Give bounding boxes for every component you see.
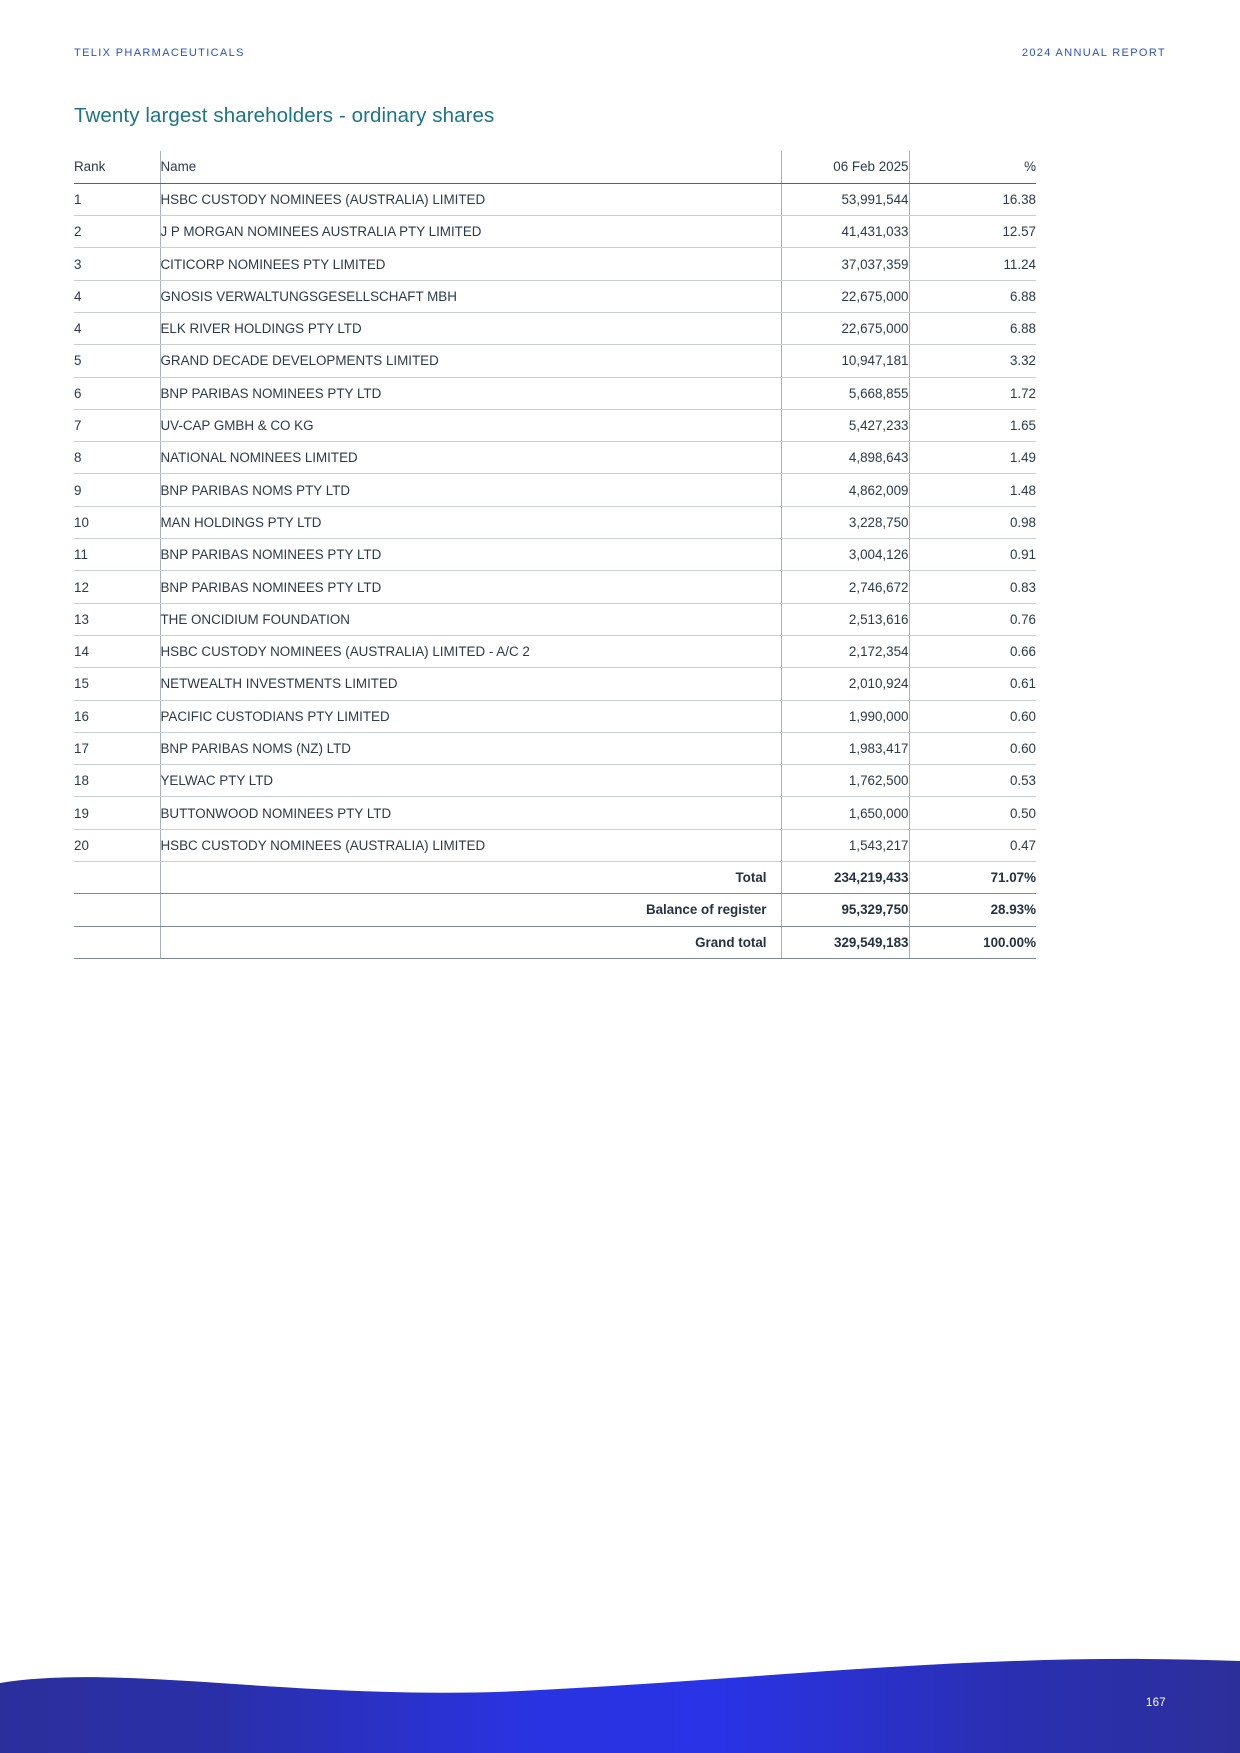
table-row bbox=[74, 377, 1036, 409]
cell-value: 10,947,181 bbox=[781, 345, 909, 377]
column-header-date: 06 Feb 2025 bbox=[781, 151, 909, 183]
table-total-row bbox=[74, 894, 1036, 926]
cell-value: 1,650,000 bbox=[781, 797, 909, 829]
total-cell-value: 234,219,433 bbox=[781, 862, 909, 894]
cell-rank: 17 bbox=[74, 732, 160, 764]
total-cell-label: Total bbox=[160, 862, 781, 894]
footer-wave-graphic bbox=[0, 1563, 1240, 1753]
table-row bbox=[74, 216, 1036, 248]
cell-rank: 13 bbox=[74, 603, 160, 635]
table-row bbox=[74, 474, 1036, 506]
cell-percent: 0.83 bbox=[909, 571, 1036, 603]
table-row bbox=[74, 700, 1036, 732]
table-row bbox=[74, 248, 1036, 280]
table-row bbox=[74, 442, 1036, 474]
cell-rank: 14 bbox=[74, 635, 160, 667]
table-row bbox=[74, 312, 1036, 344]
cell-name: YELWAC PTY LTD bbox=[160, 765, 781, 797]
cell-rank: 4 bbox=[74, 280, 160, 312]
cell-rank: 3 bbox=[74, 248, 160, 280]
wave-path bbox=[0, 1659, 1240, 1753]
cell-rank: 19 bbox=[74, 797, 160, 829]
table-row bbox=[74, 603, 1036, 635]
cell-name: BNP PARIBAS NOMS PTY LTD bbox=[160, 474, 781, 506]
cell-percent: 0.60 bbox=[909, 700, 1036, 732]
cell-value: 41,431,033 bbox=[781, 216, 909, 248]
cell-percent: 0.66 bbox=[909, 635, 1036, 667]
table-row bbox=[74, 345, 1036, 377]
table-row bbox=[74, 506, 1036, 538]
page-title: Twenty largest shareholders - ordinary shares bbox=[74, 104, 495, 127]
cell-name: CITICORP NOMINEES PTY LIMITED bbox=[160, 248, 781, 280]
cell-percent: 11.24 bbox=[909, 248, 1036, 280]
table-row bbox=[74, 765, 1036, 797]
cell-rank: 8 bbox=[74, 442, 160, 474]
table-row bbox=[74, 280, 1036, 312]
cell-percent: 1.65 bbox=[909, 409, 1036, 441]
cell-percent: 1.49 bbox=[909, 442, 1036, 474]
cell-value: 22,675,000 bbox=[781, 312, 909, 344]
cell-name: BNP PARIBAS NOMINEES PTY LTD bbox=[160, 571, 781, 603]
cell-rank: 1 bbox=[74, 183, 160, 215]
cell-rank: 10 bbox=[74, 506, 160, 538]
cell-name: ELK RIVER HOLDINGS PTY LTD bbox=[160, 312, 781, 344]
cell-rank: 11 bbox=[74, 539, 160, 571]
cell-value: 37,037,359 bbox=[781, 248, 909, 280]
cell-rank: 20 bbox=[74, 829, 160, 861]
table-row bbox=[74, 635, 1036, 667]
cell-name: UV-CAP GMBH & CO KG bbox=[160, 409, 781, 441]
table-header-row bbox=[74, 151, 1036, 183]
cell-rank: 4 bbox=[74, 312, 160, 344]
cell-rank: 2 bbox=[74, 216, 160, 248]
cell-percent: 6.88 bbox=[909, 312, 1036, 344]
cell-name: MAN HOLDINGS PTY LTD bbox=[160, 506, 781, 538]
total-cell-rank bbox=[74, 894, 160, 926]
table-row bbox=[74, 732, 1036, 764]
header-company-name: TELIX PHARMACEUTICALS bbox=[74, 47, 245, 59]
cell-rank: 18 bbox=[74, 765, 160, 797]
cell-percent: 0.98 bbox=[909, 506, 1036, 538]
cell-percent: 1.48 bbox=[909, 474, 1036, 506]
column-header-rank: Rank bbox=[74, 151, 160, 183]
table-row bbox=[74, 797, 1036, 829]
cell-percent: 0.91 bbox=[909, 539, 1036, 571]
table-total-row bbox=[74, 926, 1036, 958]
cell-percent: 0.47 bbox=[909, 829, 1036, 861]
header-report-name: 2024 ANNUAL REPORT bbox=[1021, 47, 1166, 59]
table-row bbox=[74, 668, 1036, 700]
cell-name: NETWEALTH INVESTMENTS LIMITED bbox=[160, 668, 781, 700]
running-header bbox=[74, 47, 1166, 59]
cell-name: BNP PARIBAS NOMS (NZ) LTD bbox=[160, 732, 781, 764]
cell-value: 1,762,500 bbox=[781, 765, 909, 797]
cell-percent: 0.53 bbox=[909, 765, 1036, 797]
cell-value: 3,228,750 bbox=[781, 506, 909, 538]
cell-name: THE ONCIDIUM FOUNDATION bbox=[160, 603, 781, 635]
cell-value: 4,898,643 bbox=[781, 442, 909, 474]
cell-value: 3,004,126 bbox=[781, 539, 909, 571]
cell-name: BNP PARIBAS NOMINEES PTY LTD bbox=[160, 539, 781, 571]
cell-value: 1,990,000 bbox=[781, 700, 909, 732]
cell-percent: 0.50 bbox=[909, 797, 1036, 829]
table-body bbox=[74, 183, 1036, 958]
cell-value: 2,746,672 bbox=[781, 571, 909, 603]
table-row bbox=[74, 409, 1036, 441]
cell-value: 2,513,616 bbox=[781, 603, 909, 635]
total-cell-value: 95,329,750 bbox=[781, 894, 909, 926]
cell-value: 53,991,544 bbox=[781, 183, 909, 215]
cell-name: HSBC CUSTODY NOMINEES (AUSTRALIA) LIMITED - A/C 2 bbox=[160, 635, 781, 667]
cell-name: BUTTONWOOD NOMINEES PTY LTD bbox=[160, 797, 781, 829]
page-number: 167 bbox=[1145, 1697, 1166, 1709]
shareholders-table-container bbox=[74, 151, 1036, 959]
cell-rank: 7 bbox=[74, 409, 160, 441]
cell-rank: 16 bbox=[74, 700, 160, 732]
column-header-name: Name bbox=[160, 151, 781, 183]
cell-percent: 16.38 bbox=[909, 183, 1036, 215]
cell-percent: 3.32 bbox=[909, 345, 1036, 377]
cell-percent: 0.61 bbox=[909, 668, 1036, 700]
table-row bbox=[74, 183, 1036, 215]
cell-rank: 15 bbox=[74, 668, 160, 700]
table-row bbox=[74, 571, 1036, 603]
cell-percent: 1.72 bbox=[909, 377, 1036, 409]
cell-name: GRAND DECADE DEVELOPMENTS LIMITED bbox=[160, 345, 781, 377]
cell-name: HSBC CUSTODY NOMINEES (AUSTRALIA) LIMITED bbox=[160, 183, 781, 215]
total-cell-percent: 28.93% bbox=[909, 894, 1036, 926]
cell-name: GNOSIS VERWALTUNGSGESELLSCHAFT MBH bbox=[160, 280, 781, 312]
table-header bbox=[74, 151, 1036, 183]
cell-value: 22,675,000 bbox=[781, 280, 909, 312]
table-row bbox=[74, 539, 1036, 571]
cell-name: HSBC CUSTODY NOMINEES (AUSTRALIA) LIMITED bbox=[160, 829, 781, 861]
shareholders-table bbox=[74, 151, 1036, 959]
cell-rank: 6 bbox=[74, 377, 160, 409]
total-cell-rank bbox=[74, 926, 160, 958]
column-header-percent: % bbox=[909, 151, 1036, 183]
cell-percent: 12.57 bbox=[909, 216, 1036, 248]
total-cell-label: Grand total bbox=[160, 926, 781, 958]
cell-percent: 0.76 bbox=[909, 603, 1036, 635]
cell-percent: 0.60 bbox=[909, 732, 1036, 764]
cell-rank: 9 bbox=[74, 474, 160, 506]
table-row bbox=[74, 829, 1036, 861]
cell-percent: 6.88 bbox=[909, 280, 1036, 312]
table-total-row bbox=[74, 862, 1036, 894]
cell-value: 2,010,924 bbox=[781, 668, 909, 700]
cell-value: 2,172,354 bbox=[781, 635, 909, 667]
cell-rank: 12 bbox=[74, 571, 160, 603]
total-cell-percent: 71.07% bbox=[909, 862, 1036, 894]
cell-name: PACIFIC CUSTODIANS PTY LIMITED bbox=[160, 700, 781, 732]
cell-name: J P MORGAN NOMINEES AUSTRALIA PTY LIMITED bbox=[160, 216, 781, 248]
total-cell-rank bbox=[74, 862, 160, 894]
cell-value: 1,543,217 bbox=[781, 829, 909, 861]
total-cell-label: Balance of register bbox=[160, 894, 781, 926]
total-cell-value: 329,549,183 bbox=[781, 926, 909, 958]
cell-value: 5,668,855 bbox=[781, 377, 909, 409]
cell-rank: 5 bbox=[74, 345, 160, 377]
cell-name: BNP PARIBAS NOMINEES PTY LTD bbox=[160, 377, 781, 409]
cell-value: 1,983,417 bbox=[781, 732, 909, 764]
total-cell-percent: 100.00% bbox=[909, 926, 1036, 958]
cell-value: 5,427,233 bbox=[781, 409, 909, 441]
cell-name: NATIONAL NOMINEES LIMITED bbox=[160, 442, 781, 474]
cell-value: 4,862,009 bbox=[781, 474, 909, 506]
